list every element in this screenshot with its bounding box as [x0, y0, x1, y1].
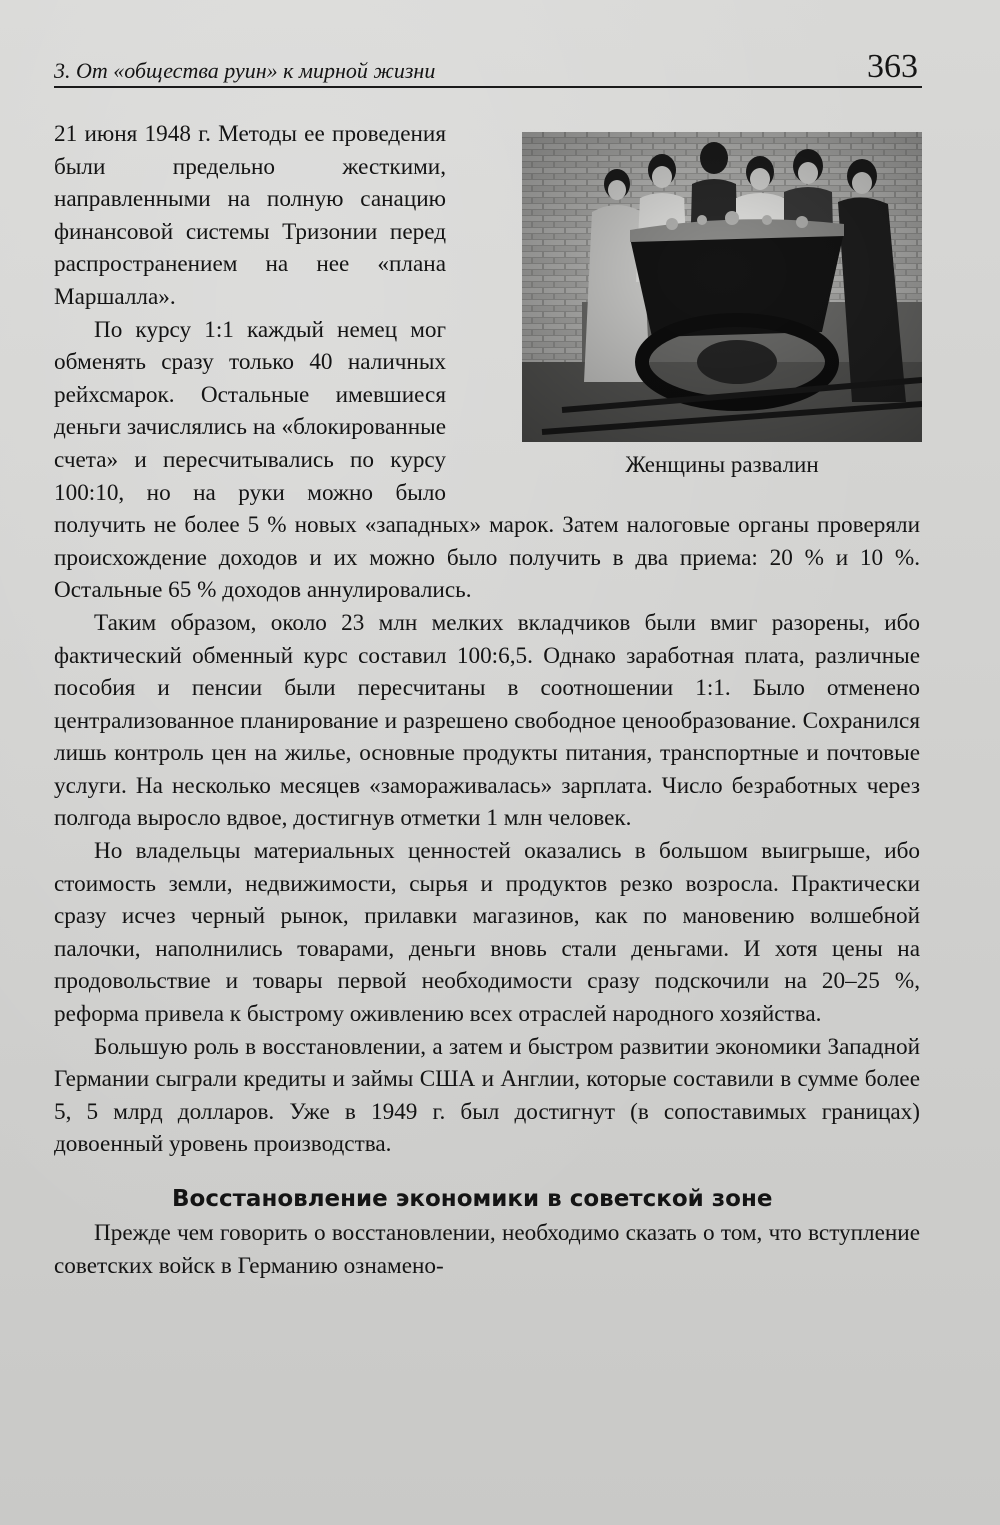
header-rule — [54, 86, 922, 88]
paragraph: Но владельцы материальных ценностей оказались в большом выигрыше, ибо стоимость земли, недвижимости, сырья и продуктов резко возросла. Практически сразу исчез черный рынок, прилавки магазинов, как по мановению волшебной палочки, наполнились товарами, деньги вновь стали деньгами. И хотя цены на продовольствие и товары первой необходимости сразу подскочили на 20–25 %, реформа привела к быстрому оживлению всех отраслей народного хозяйства. — [54, 838, 920, 1028]
figure-caption: Женщины развалин — [625, 452, 819, 477]
page-number: 363 — [867, 48, 918, 85]
running-head — [54, 48, 922, 86]
paragraph: По курсу 1:1 каждый немец мог обменять сразу только 40 наличных рейхсмарок. Остальные имевшиеся деньги зачислялись на «блокированные счета» и пересчитывались по курсу 100:10, но на руки можно было получить не более 5 % новых «западных» марок. Затем налоговые органы проверяли происхождение доходов и их можно было получить в два приема: 20 % и 10 %. Остальные 65 % доходов аннулировались. — [54, 316, 920, 604]
section-heading: Восстановление экономики в советской зоне — [172, 1186, 773, 1212]
paragraph: Большую роль в восстановлении, а затем и быстром развитии экономики Западной Германии сыграли кредиты и займы США и Англии, которые составили в сумме более 5, 5 млрд долларов. Уже в 1949 г. был достигнут (в сопоставимых границах) довоенный уровень производства. — [54, 1033, 920, 1158]
paragraph: 21 июня 1948 г. Методы ее проведения были предельно жесткими, направленными на полную санацию финансовой системы Тризонии перед распространением на нее «плана Маршалла». — [54, 121, 446, 310]
paragraph: Таким образом, около 23 млн мелких вкладчиков были вмиг разорены, ибо фактический обменный курс составил 100:6,5. Однако заработная плата, различные пособия и пенсии были пересчитаны в соотношении 1:1. Было отменено централизованное планирование и разрешено свободное ценообразование. Сохранился лишь контроль цен на жилье, основные продукты питания, транспортные и почтовые услуги. На несколько месяцев «замораживалась» зарплата. Число безработных через полгода выросло вдвое, достигнув отметки 1 млн человек. — [54, 609, 920, 832]
running-title: 3. От «общества руин» к мирной жизни — [54, 58, 436, 83]
figure-float-space — [450, 118, 920, 496]
body-text — [54, 118, 920, 1282]
paragraph: Прежде чем говорить о восстановлении, необходимо сказать о том, что вступление советских войск в Германию ознамено- — [54, 1220, 920, 1279]
